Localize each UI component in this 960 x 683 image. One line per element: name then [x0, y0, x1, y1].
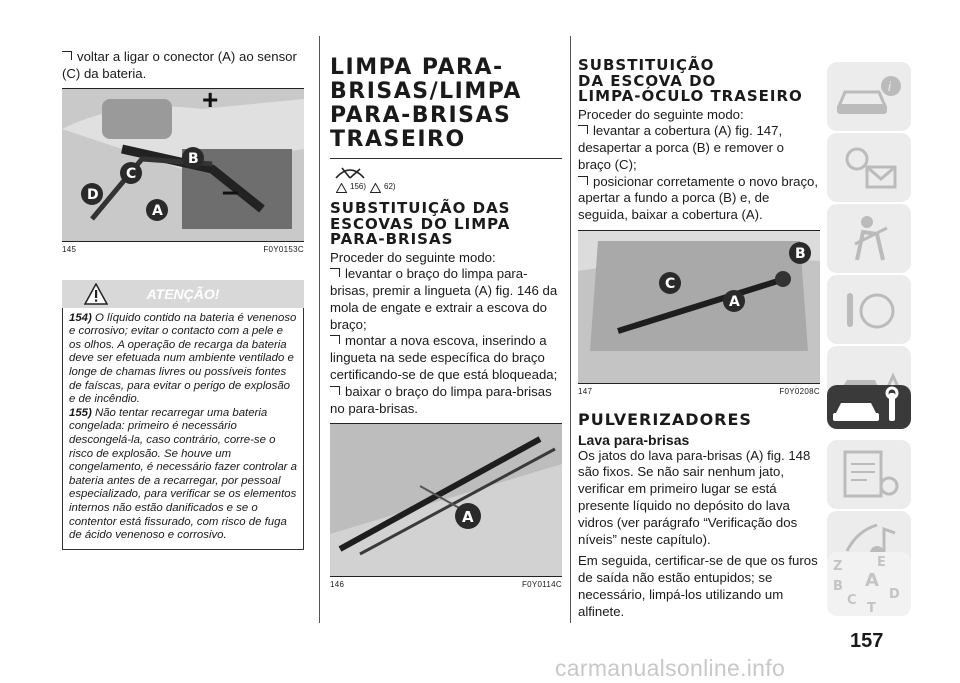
maintenance-icon	[827, 385, 911, 429]
index-icon	[827, 552, 911, 616]
svg-text:D: D	[87, 186, 99, 203]
section-heading: SUBSTITUIÇÃO DA ESCOVA DO LIMPA-ÓCULO TRASEIRO	[578, 56, 803, 105]
svg-text:i: i	[888, 79, 891, 94]
figure-147	[578, 230, 820, 384]
section-heading: LIMPA PARA- BRISAS/LIMPA PARA-BRISAS TRASEIRO	[330, 55, 522, 152]
svg-text:B: B	[795, 246, 806, 263]
svg-text:C: C	[126, 165, 137, 182]
figure-caption: 145 F0Y0153C	[62, 244, 304, 254]
intro-text: Proceder do seguinte modo:	[330, 249, 496, 265]
warning-155: 155) Não tentar recarregar uma bateria congelada: primeiro é necessário descongelá-la, caso contrário, corre-se o risco de explosão. Se houve um congelamento, é necessário fazer controlar a bateria antes de a recarregar, por pessoal especializado, para verificar se os elementos internos não estão danificados e se o contentor está fissurado, com risco de fuga de ácido venenoso e corrosivo.	[69, 406, 297, 542]
intro-text: Proceder do seguinte modo:	[578, 106, 744, 122]
rear-wiper-illustration	[578, 231, 820, 383]
svg-text:C: C	[847, 593, 857, 608]
column-right	[578, 0, 820, 621]
tab-technical-data[interactable]	[827, 440, 911, 509]
figure-caption: 146 F0Y0114C	[330, 580, 562, 590]
wiper-blade-illustration	[330, 424, 562, 576]
column-divider	[570, 36, 571, 623]
warning-box	[62, 308, 304, 550]
bullet-paragraph: baixar o braço do limpa para-brisas no para-brisas.	[330, 383, 552, 416]
svg-text:–: –	[222, 174, 239, 208]
bullet-paragraph: voltar a ligar o conector (A) ao sensor (C) da bateria.	[62, 49, 297, 81]
steering-wheel-icon	[827, 275, 911, 344]
watermark: carmanualsonline.info	[555, 655, 786, 681]
warning-header	[62, 280, 304, 308]
bullet-paragraph: levantar a cobertura (A) fig. 147, desapertar a porca (B) e remover o braço (C);	[578, 123, 784, 172]
svg-text:B: B	[833, 579, 843, 594]
bullet-icon	[330, 386, 340, 395]
svg-text:D: D	[889, 587, 900, 602]
tab-starting-driving[interactable]	[827, 275, 911, 344]
column-left	[62, 0, 304, 550]
bullet-icon	[578, 176, 588, 185]
warning-154: 154) O líquido contido na bateria é venenoso e corrosivo; evitar o contacto com a pele e os olhos. A operação de recarga da bateria deve ser efetuada num ambiente ventilado e longe de chamas livres ou possíveis fontes de faíscas, para evitar o perigo de explosão e de incêndio.	[69, 311, 297, 406]
figure-145	[62, 88, 304, 242]
figure-caption: 147 F0Y0208C	[578, 387, 820, 397]
tab-warning-lights[interactable]	[827, 133, 911, 202]
column-divider	[319, 36, 320, 623]
svg-text:E: E	[877, 555, 886, 570]
svg-text:C: C	[665, 276, 676, 293]
svg-text:Z: Z	[833, 559, 843, 574]
caution-small-icon	[370, 183, 381, 193]
svg-text:A: A	[152, 202, 163, 219]
figure-146	[330, 423, 562, 577]
column-middle	[330, 0, 562, 589]
bullet-icon	[330, 335, 340, 344]
technical-data-icon	[827, 440, 911, 509]
svg-text:A: A	[729, 294, 740, 311]
svg-text:+: +	[202, 88, 219, 115]
warning-lights-icon	[827, 133, 911, 202]
bullet-paragraph: montar a nova escova, inserindo a lingueta na sede específica do braço certificando-se de que está bloqueada;	[330, 333, 558, 383]
bullet-paragraph: levantar o braço do limpa para-brisas, premir a lingueta (A) fig. 146 da mola de engate e extrair a escova do braço;	[330, 266, 558, 332]
svg-text:A: A	[462, 508, 474, 527]
bullet-icon	[578, 125, 588, 134]
tab-index[interactable]	[827, 552, 911, 616]
bullet-icon	[62, 51, 72, 60]
bullet-icon	[330, 268, 340, 277]
paragraph: Em seguida, certificar-se de que os furos de saída não estão entupidos; se necessário, limpá-los utilizando um alfinete.	[578, 553, 818, 619]
tab-maintenance[interactable]	[827, 385, 911, 429]
svg-text:T: T	[867, 601, 876, 616]
tab-safety[interactable]	[827, 204, 911, 273]
wiper-icon	[332, 164, 368, 182]
tab-car-info[interactable]	[827, 62, 911, 131]
svg-text:B: B	[188, 150, 199, 167]
safety-icon	[827, 204, 911, 273]
warning-title: ATENÇÃO!	[146, 285, 220, 302]
pulverizadores-heading: PULVERIZADORES	[578, 410, 752, 430]
reference-icons: 156) 62)	[330, 159, 562, 197]
paragraph: Os jatos do lava para-brisas (A) fig. 148 são fixos. Se não sair nenhum jato, verificar em primeiro lugar se está presente líquido no depósito do lava vidros (ver parágrafo “Verificação dos níveis” neste capítulo).	[578, 447, 811, 547]
bullet-paragraph: posicionar corretamente o novo braço, apertar a fundo a porca (B) e, de seguida, baixar a cobertura (A).	[578, 173, 819, 223]
page-number: 157	[850, 630, 884, 652]
lava-parabrisas-heading: Lava para-brisas	[578, 431, 690, 448]
battery-connector-illustration	[62, 89, 304, 241]
car-info-icon	[827, 62, 911, 131]
subsection-heading: SUBSTITUIÇÃO DAS ESCOVAS DO LIMPA PARA-BRISAS	[330, 199, 511, 248]
warning-small-icon	[336, 183, 347, 193]
svg-text:A: A	[865, 570, 879, 591]
